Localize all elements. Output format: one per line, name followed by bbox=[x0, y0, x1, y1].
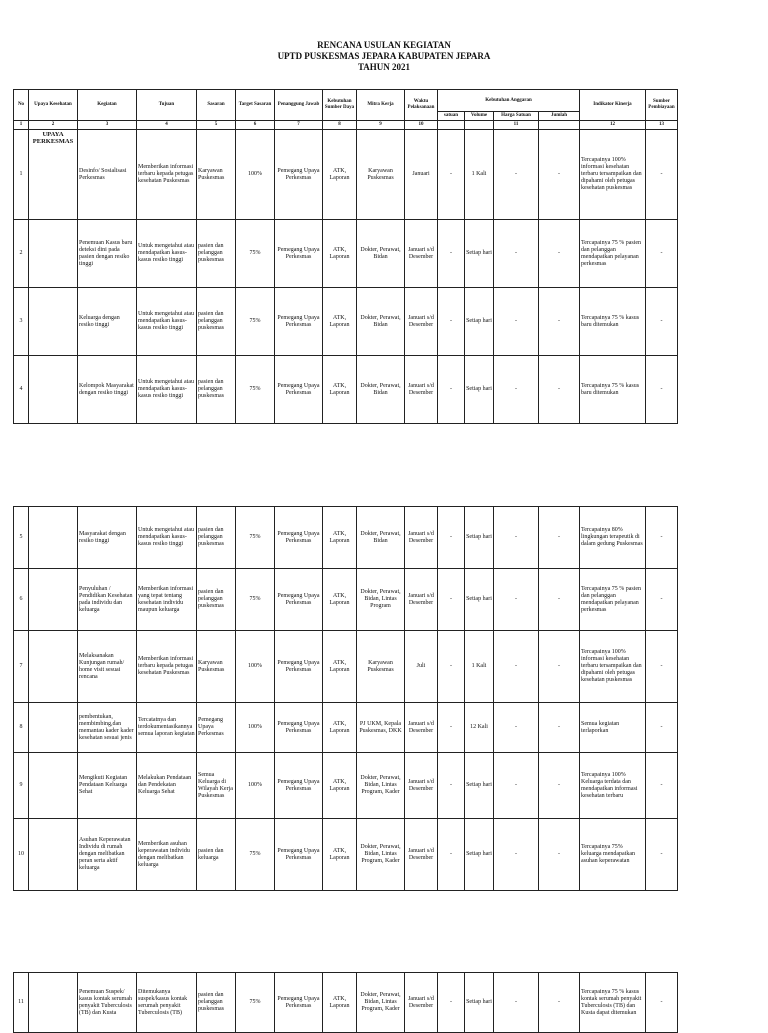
sumber-daya-cell: ATK, Laporan bbox=[323, 356, 357, 424]
volume-cell: 12 Kali bbox=[465, 703, 494, 753]
kegiatan-cell: Penyuluhan / Pendidikan Kesehatan pada individu dan keluarga bbox=[78, 569, 137, 631]
tujuan-cell: Ditemukanya suspek/kasus kontak serumah penyakit Tuberculosis (TB) bbox=[137, 973, 197, 1033]
tujuan-cell: Untuk mengetahui atau mendapatkan kasus-kasus resiko tinggi bbox=[137, 288, 197, 356]
upaya-kesehatan-cell: UPAYA PERKESMAS bbox=[29, 130, 78, 220]
kegiatan-cell: Keluarga dengan resiko tinggi bbox=[78, 288, 137, 356]
volume-cell: Setiap hari bbox=[465, 288, 494, 356]
indikator-cell: Semua kegiatan terlaporkan bbox=[580, 703, 646, 753]
header-anggaran: Kebutuhan Anggaran bbox=[438, 90, 580, 112]
harga-satuan-cell: - bbox=[494, 569, 539, 631]
sumber-pembiayaan-cell: - bbox=[646, 288, 678, 356]
jumlah-cell: - bbox=[539, 288, 580, 356]
mitra-kerja-cell: Dokter, Perawat, Bidan bbox=[357, 356, 405, 424]
indikator-cell: Tercapainya 75 % pasien dan pelanggan mendapatkan pelayanan perkesmas bbox=[580, 220, 646, 288]
waktu-cell: Januari s/d Desember bbox=[405, 507, 438, 569]
colnum: 7 bbox=[275, 121, 323, 130]
table-row bbox=[14, 130, 678, 220]
target-cell: 75% bbox=[236, 819, 275, 891]
tujuan-cell: Tercatatnya dan terdokumentasikannya semua laporan kegiatan bbox=[137, 703, 197, 753]
target-cell: 100% bbox=[236, 631, 275, 703]
row-number-cell: 2 bbox=[14, 220, 29, 288]
target-cell: 75% bbox=[236, 507, 275, 569]
table-row bbox=[14, 631, 678, 703]
indikator-cell: Tercapainya 100% Keluarga terdata dan mendapatkan informasi kesehatan terbaru bbox=[580, 753, 646, 819]
waktu-cell: Januari s/d Desember bbox=[405, 753, 438, 819]
penanggung-jawab-cell: Pemegang Upaya Perkesmas bbox=[275, 703, 323, 753]
upaya-kesehatan-cell bbox=[29, 753, 78, 819]
colnum: 1 bbox=[14, 121, 29, 130]
sumber-daya-cell: ATK, Laporan bbox=[323, 703, 357, 753]
mitra-kerja-cell: Dokter, Perawat, Bidan, Lintas Program, Kader bbox=[357, 973, 405, 1033]
header-no: No bbox=[14, 90, 29, 121]
waktu-cell: Januari s/d Desember bbox=[405, 973, 438, 1033]
jumlah-cell: - bbox=[539, 356, 580, 424]
column-number-row bbox=[14, 121, 678, 130]
target-cell: 100% bbox=[236, 703, 275, 753]
upaya-kesehatan-cell bbox=[29, 220, 78, 288]
header-upaya: Upaya Kesehatan bbox=[29, 90, 78, 121]
volume-cell: Setiap hari bbox=[465, 973, 494, 1033]
kegiatan-cell: Melaksanakan Kunjungan rumah/ home visit sesuai rencana bbox=[78, 631, 137, 703]
target-cell: 100% bbox=[236, 130, 275, 220]
satuan-cell: - bbox=[438, 569, 465, 631]
mitra-kerja-cell: Karyawan Puskesmas bbox=[357, 631, 405, 703]
sasaran-cell: pasien dan pelanggan puskesmas bbox=[197, 356, 236, 424]
tujuan-cell: Memberikan informasi terbaru kepada petugas kesehatan Puskesmas bbox=[137, 130, 197, 220]
kegiatan-cell: Penemuan Kasus baru deteksi dini pada pasien dengan resiko tinggi bbox=[78, 220, 137, 288]
doc-title-line1: RENCANA USULAN KEGIATAN bbox=[317, 40, 451, 50]
waktu-cell: Januari s/d Desember bbox=[405, 288, 438, 356]
sasaran-cell: pasien dan pelanggan puskesmas bbox=[197, 973, 236, 1033]
upaya-kesehatan-cell bbox=[29, 356, 78, 424]
mitra-kerja-cell: Dokter, Perawat, Bidan bbox=[357, 220, 405, 288]
header-pj: Penanggung Jawab bbox=[275, 90, 323, 121]
header-volume: Volume bbox=[465, 112, 494, 121]
header-kegiatan: Kegiatan bbox=[78, 90, 137, 121]
mitra-kerja-cell: Dokter, Perawat, Bidan bbox=[357, 288, 405, 356]
sumber-daya-cell: ATK, Laporan bbox=[323, 569, 357, 631]
penanggung-jawab-cell: Pemegang Upaya Perkesmas bbox=[275, 569, 323, 631]
sumber-pembiayaan-cell: - bbox=[646, 130, 678, 220]
tujuan-cell: Memberikan informasi yang tepat tentang kesehatan individu maupun keluarga bbox=[137, 569, 197, 631]
volume-cell: Setiap hari bbox=[465, 819, 494, 891]
header-satuan: satuan bbox=[438, 112, 465, 121]
header-tujuan: Tujuan bbox=[137, 90, 197, 121]
penanggung-jawab-cell: Pemegang Upaya Perkesmas bbox=[275, 507, 323, 569]
sumber-pembiayaan-cell: - bbox=[646, 356, 678, 424]
header-waktu: Waktu Pelaksanaan bbox=[405, 90, 438, 121]
kegiatan-cell: Penemuan Suspek/ kasus kontak serumah penyakit Tuberculosis (TB) dan Kusta bbox=[78, 973, 137, 1033]
tujuan-cell: Untuk mengetahui atau mendapatkan kasus-kasus resiko tinggi bbox=[137, 507, 197, 569]
indikator-cell: Tercapainya 75 % kasus baru ditemukan bbox=[580, 356, 646, 424]
volume-cell: Setiap hari bbox=[465, 569, 494, 631]
sumber-daya-cell: ATK, Laporan bbox=[323, 507, 357, 569]
colnum: 13 bbox=[646, 121, 678, 130]
sumber-daya-cell: ATK, Laporan bbox=[323, 130, 357, 220]
colnum: 4 bbox=[137, 121, 197, 130]
row-number-cell: 3 bbox=[14, 288, 29, 356]
table-section-2 bbox=[13, 506, 678, 891]
table-row bbox=[14, 569, 678, 631]
colnum: 9 bbox=[357, 121, 405, 130]
doc-title-line3: TAHUN 2021 bbox=[357, 62, 411, 72]
harga-satuan-cell: - bbox=[494, 819, 539, 891]
sumber-pembiayaan-cell: - bbox=[646, 819, 678, 891]
kegiatan-cell: Mengikuti Kegiatan Pendataan Keluarga Sehat bbox=[78, 753, 137, 819]
satuan-cell: - bbox=[438, 631, 465, 703]
tujuan-cell: Memberikan informasi terbaru kepada petugas kesehatan Puskesmas bbox=[137, 631, 197, 703]
kegiatan-cell: Desinfo/ Sosialisasi Perkesmas bbox=[78, 130, 137, 220]
upaya-kesehatan-cell bbox=[29, 569, 78, 631]
waktu-cell: Januari s/d Desember bbox=[405, 220, 438, 288]
penanggung-jawab-cell: Pemegang Upaya Perkesmas bbox=[275, 130, 323, 220]
sumber-daya-cell: ATK, Laporan bbox=[323, 220, 357, 288]
harga-satuan-cell: - bbox=[494, 356, 539, 424]
indikator-cell: Tercapainya 80% lingkungan terapeutik di dalam gedung Puskesmas bbox=[580, 507, 646, 569]
sumber-daya-cell: ATK, Laporan bbox=[323, 973, 357, 1033]
indikator-cell: Tercapainya 75 % pasien dan pelanggan mendapatkan pelayanan perkesmas bbox=[580, 569, 646, 631]
target-cell: 100% bbox=[236, 753, 275, 819]
mitra-kerja-cell: Dokter, Perawat, Bidan, Lintas Program, Kader bbox=[357, 819, 405, 891]
harga-satuan-cell: - bbox=[494, 631, 539, 703]
target-cell: 75% bbox=[236, 973, 275, 1033]
sasaran-cell: Pemegang Upaya Perkesmas bbox=[197, 703, 236, 753]
colnum: 8 bbox=[323, 121, 357, 130]
satuan-cell: - bbox=[438, 703, 465, 753]
target-cell: 75% bbox=[236, 356, 275, 424]
table-row bbox=[14, 703, 678, 753]
upaya-kesehatan-cell bbox=[29, 507, 78, 569]
penanggung-jawab-cell: Pemegang Upaya Perkesmas bbox=[275, 631, 323, 703]
sumber-daya-cell: ATK, Laporan bbox=[323, 753, 357, 819]
waktu-cell: Januari bbox=[405, 130, 438, 220]
upaya-kesehatan-cell bbox=[29, 288, 78, 356]
mitra-kerja-cell: Dokter, Perawat, Bidan bbox=[357, 507, 405, 569]
penanggung-jawab-cell: Pemegang Upaya Perkesmas bbox=[275, 753, 323, 819]
jumlah-cell: - bbox=[539, 220, 580, 288]
harga-satuan-cell: - bbox=[494, 753, 539, 819]
sumber-pembiayaan-cell: - bbox=[646, 507, 678, 569]
row-number-cell: 5 bbox=[14, 507, 29, 569]
colnum: 11 bbox=[494, 121, 539, 130]
sumber-pembiayaan-cell: - bbox=[646, 973, 678, 1033]
satuan-cell: - bbox=[438, 507, 465, 569]
header-mitra: Mitra Kerja bbox=[357, 90, 405, 121]
volume-cell: Setiap hari bbox=[465, 753, 494, 819]
satuan-cell: - bbox=[438, 819, 465, 891]
mitra-kerja-cell: PJ UKM, Kepala Puskesmas, DKK bbox=[357, 703, 405, 753]
row-number-cell: 1 bbox=[14, 130, 29, 220]
tujuan-cell: Memberikan asuhan keperawatan individu dengan melibatkan keluarga bbox=[137, 819, 197, 891]
kegiatan-cell: Kelompok Masyarakat dengan resiko tinggi bbox=[78, 356, 137, 424]
indikator-cell: Tercapainya 100% informasi kesehatan terbaru tersampaikan dan dipahami oleh petugas kesehatan puskesmas bbox=[580, 631, 646, 703]
row-number-cell: 6 bbox=[14, 569, 29, 631]
colnum: 5 bbox=[197, 121, 236, 130]
indikator-cell: Tercapainya 100% informasi kesehatan terbaru tersampaikan dan dipahami oleh petugas kesehatan puskesmas bbox=[580, 130, 646, 220]
target-cell: 75% bbox=[236, 220, 275, 288]
colnum: 2 bbox=[29, 121, 78, 130]
header-sasaran: Sasaran bbox=[197, 90, 236, 121]
upaya-kesehatan-cell bbox=[29, 703, 78, 753]
row-number-cell: 10 bbox=[14, 819, 29, 891]
header-row bbox=[14, 90, 678, 112]
harga-satuan-cell: - bbox=[494, 973, 539, 1033]
table-row bbox=[14, 819, 678, 891]
indikator-cell: Tercapainya 75 % kasus baru ditemukan bbox=[580, 288, 646, 356]
mitra-kerja-cell: Dokter, Perawat, Bidan, Lintas Program, Kader bbox=[357, 753, 405, 819]
table-row bbox=[14, 356, 678, 424]
sumber-daya-cell: ATK, Laporan bbox=[323, 288, 357, 356]
sumber-pembiayaan-cell: - bbox=[646, 753, 678, 819]
jumlah-cell: - bbox=[539, 973, 580, 1033]
row-number-cell: 11 bbox=[14, 973, 29, 1033]
row-number-cell: 9 bbox=[14, 753, 29, 819]
sumber-daya-cell: ATK, Laporan bbox=[323, 819, 357, 891]
sasaran-cell: pasien dan pelanggan puskesmas bbox=[197, 220, 236, 288]
table-row bbox=[14, 220, 678, 288]
satuan-cell: - bbox=[438, 753, 465, 819]
penanggung-jawab-cell: Pemegang Upaya Perkesmas bbox=[275, 973, 323, 1033]
mitra-kerja-cell: Dokter, Perawat, Bidan, Lintas Program bbox=[357, 569, 405, 631]
harga-satuan-cell: - bbox=[494, 288, 539, 356]
kegiatan-cell: pembentukan, membimbing,dan memantau kader kader kesehatan sesuai jenis bbox=[78, 703, 137, 753]
colnum: 12 bbox=[580, 121, 646, 130]
header-pembiayaan: Sumber Pembiayaan bbox=[646, 90, 678, 121]
harga-satuan-cell: - bbox=[494, 703, 539, 753]
sumber-daya-cell: ATK, Laporan bbox=[323, 631, 357, 703]
jumlah-cell: - bbox=[539, 819, 580, 891]
jumlah-cell: - bbox=[539, 130, 580, 220]
sasaran-cell: Semua Keluarga di Wilayah Kerja Puskesmas bbox=[197, 753, 236, 819]
header-sumber: Kebutuhan Sumber Daya bbox=[323, 90, 357, 121]
target-cell: 75% bbox=[236, 288, 275, 356]
table-section-1 bbox=[13, 89, 678, 424]
tujuan-cell: Untuk mengetahui atau mendapatkan kasus-kasus resiko tinggi bbox=[137, 356, 197, 424]
sasaran-cell: pasien dan pelanggan puskesmas bbox=[197, 569, 236, 631]
target-cell: 75% bbox=[236, 569, 275, 631]
jumlah-cell: - bbox=[539, 507, 580, 569]
sasaran-cell: Karyawan Puskesmas bbox=[197, 130, 236, 220]
waktu-cell: Januari s/d Desember bbox=[405, 819, 438, 891]
waktu-cell: Juli bbox=[405, 631, 438, 703]
volume-cell: Setiap hari bbox=[465, 507, 494, 569]
jumlah-cell: - bbox=[539, 753, 580, 819]
indikator-cell: Tercapainya 75% keluarga mendapatkan asuhan keperawatan bbox=[580, 819, 646, 891]
sasaran-cell: pasien dan pelanggan puskesmas bbox=[197, 507, 236, 569]
volume-cell: Setiap hari bbox=[465, 220, 494, 288]
sumber-pembiayaan-cell: - bbox=[646, 703, 678, 753]
jumlah-cell: - bbox=[539, 631, 580, 703]
header-harga: Harga Satuan bbox=[494, 112, 539, 121]
doc-title-line2: UPTD PUSKESMAS JEPARA KABUPATEN JEPARA bbox=[277, 51, 491, 61]
tujuan-cell: Untuk mengetahui atau mendapatkan kasus-kasus resiko tinggi bbox=[137, 220, 197, 288]
kegiatan-cell: Masyarakat dengan resiko tinggi bbox=[78, 507, 137, 569]
colnum: 6 bbox=[236, 121, 275, 130]
sumber-pembiayaan-cell: - bbox=[646, 631, 678, 703]
colnum: 3 bbox=[78, 121, 137, 130]
volume-cell: 1 Kali bbox=[465, 130, 494, 220]
row-number-cell: 7 bbox=[14, 631, 29, 703]
satuan-cell: - bbox=[438, 220, 465, 288]
satuan-cell: - bbox=[438, 288, 465, 356]
harga-satuan-cell: - bbox=[494, 507, 539, 569]
row-number-cell: 8 bbox=[14, 703, 29, 753]
row-number-cell: 4 bbox=[14, 356, 29, 424]
penanggung-jawab-cell: Pemegang Upaya Perkesmas bbox=[275, 819, 323, 891]
satuan-cell: - bbox=[438, 356, 465, 424]
jumlah-cell: - bbox=[539, 703, 580, 753]
table-row bbox=[14, 753, 678, 819]
jumlah-cell: - bbox=[539, 569, 580, 631]
volume-cell: Setiap hari bbox=[465, 356, 494, 424]
waktu-cell: Januari s/d Desember bbox=[405, 703, 438, 753]
harga-satuan-cell: - bbox=[494, 220, 539, 288]
sasaran-cell: Karyawan Puskesmas bbox=[197, 631, 236, 703]
satuan-cell: - bbox=[438, 973, 465, 1033]
upaya-kesehatan-cell bbox=[29, 631, 78, 703]
penanggung-jawab-cell: Pemegang Upaya Perkesmas bbox=[275, 288, 323, 356]
indikator-cell: Tercapainya 75 % kasus kontak serumah penyakit Tuberculosis (TB) dan Kusta dapat ditemukan bbox=[580, 973, 646, 1033]
header-jumlah: Jumlah bbox=[539, 112, 580, 121]
sasaran-cell: pasien dan keluarga bbox=[197, 819, 236, 891]
satuan-cell: - bbox=[438, 130, 465, 220]
penanggung-jawab-cell: Pemegang Upaya Perkesmas bbox=[275, 220, 323, 288]
header-indikator: Indikator Kinerja bbox=[580, 90, 646, 121]
waktu-cell: Januari s/d Desember bbox=[405, 356, 438, 424]
harga-satuan-cell: - bbox=[494, 130, 539, 220]
sumber-pembiayaan-cell: - bbox=[646, 569, 678, 631]
volume-cell: 1 Kali bbox=[465, 631, 494, 703]
table-row bbox=[14, 288, 678, 356]
upaya-kesehatan-cell bbox=[29, 819, 78, 891]
mitra-kerja-cell: Karyawan Puskesmas bbox=[357, 130, 405, 220]
kegiatan-cell: Asuhan Keperawatan Individu di rumah dengan melibatkan peran serta aktif keluarga bbox=[78, 819, 137, 891]
tujuan-cell: Melakukan Pendataan dan Pendekatan Keluarga Sehat bbox=[137, 753, 197, 819]
header-target: Target Sasaran bbox=[236, 90, 275, 121]
sasaran-cell: pasien dan pelanggan puskesmas bbox=[197, 288, 236, 356]
colnum: 10 bbox=[405, 121, 438, 130]
waktu-cell: Januari s/d Desember bbox=[405, 569, 438, 631]
table-row bbox=[14, 507, 678, 569]
penanggung-jawab-cell: Pemegang Upaya Perkesmas bbox=[275, 356, 323, 424]
sumber-pembiayaan-cell: - bbox=[646, 220, 678, 288]
